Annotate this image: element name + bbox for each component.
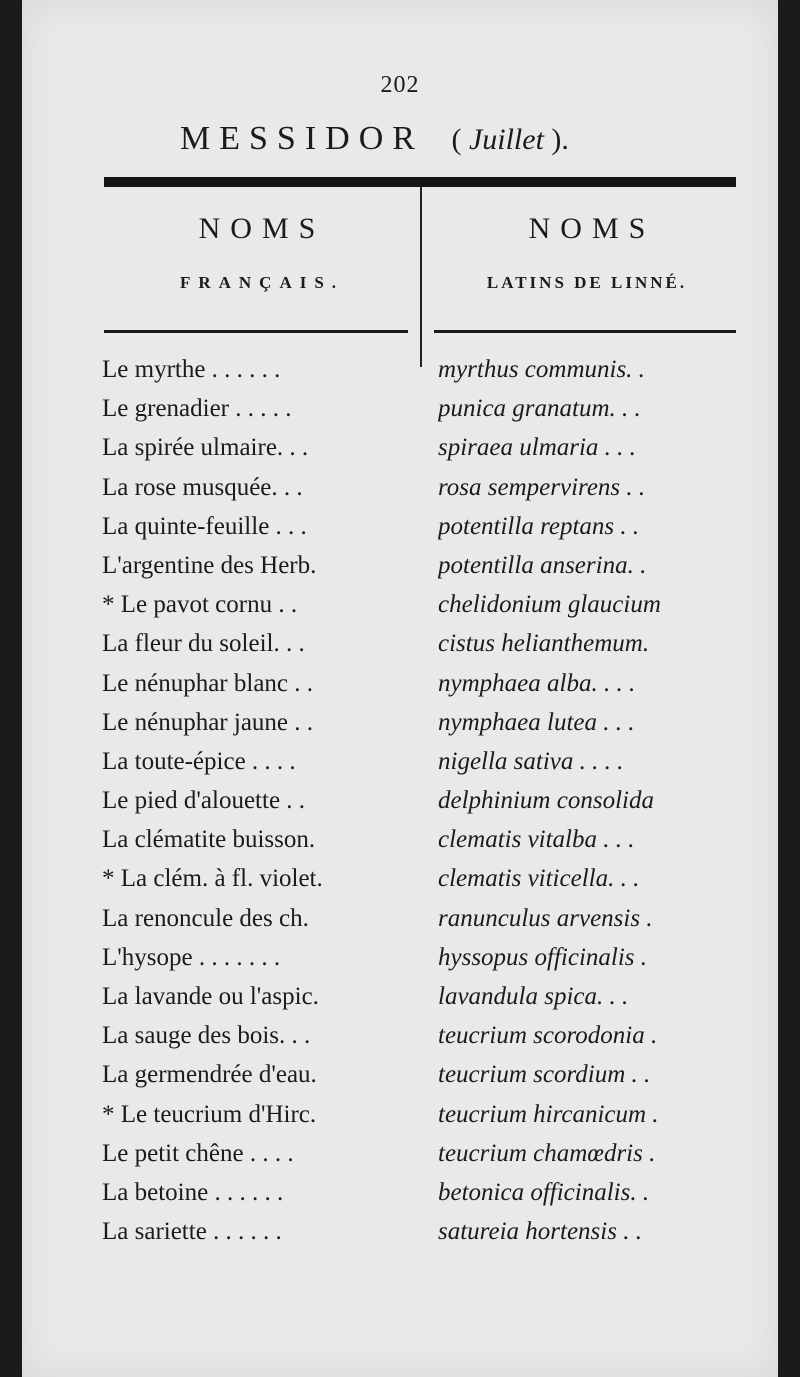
list-item	[22, 1134, 778, 1173]
french-name: La rose musquée. . .	[102, 473, 303, 501]
latin-name: nymphaea lutea . . .	[438, 708, 635, 736]
list-item	[22, 507, 778, 546]
list-item	[22, 977, 778, 1016]
french-name: La germendrée d'eau.	[102, 1061, 317, 1089]
latin-name: lavandula spica. . .	[438, 983, 629, 1010]
list-item	[22, 1095, 778, 1134]
french-name: La spirée ulmaire. . .	[102, 434, 309, 462]
right-column-heading: NOMS	[528, 212, 656, 245]
list-item	[22, 899, 778, 938]
french-name: La lavande ou l'aspic.	[102, 983, 319, 1010]
list-item	[22, 350, 778, 389]
french-name: La clématite buisson.	[102, 826, 316, 854]
latin-name: nigella sativa . . . .	[438, 747, 624, 775]
list-item	[22, 781, 778, 820]
left-column-subheading: FRANÇAIS.	[179, 273, 345, 292]
right-column-subheading: LATINS DE LINNÉ.	[486, 273, 688, 292]
latin-name: myrthus communis. .	[438, 356, 645, 383]
list-item	[22, 389, 778, 428]
french-name: La sauge des bois. . .	[102, 1022, 311, 1050]
latin-name: ranunculus arvensis .	[438, 904, 653, 932]
list-item	[22, 1016, 778, 1055]
french-name: * Le pavot cornu . .	[102, 591, 298, 619]
list-item	[22, 938, 778, 977]
latin-name: teucrium scorodonia .	[438, 1022, 658, 1050]
french-name: Le petit chêne . . . .	[102, 1139, 294, 1167]
latin-name: punica granatum. . .	[438, 395, 641, 423]
french-name: Le grenadier . . . . .	[102, 395, 292, 423]
list-item	[22, 585, 778, 624]
french-name: Le nénuphar blanc . .	[102, 669, 314, 697]
latin-name: teucrium scordium . .	[438, 1061, 651, 1089]
french-name: * La clém. à fl. violet.	[102, 865, 323, 893]
latin-name: spiraea ulmaria . . .	[438, 434, 636, 462]
latin-name: clematis vitalba . . .	[438, 826, 635, 854]
french-name: Le pied d'alouette . .	[102, 787, 306, 815]
french-name: L'argentine des Herb.	[102, 551, 317, 579]
list-item	[22, 859, 778, 898]
gregorian-month: ( Juillet ).	[451, 123, 569, 156]
latin-name: betonica officinalis. .	[438, 1178, 650, 1206]
french-name: * Le teucrium d'Hirc.	[102, 1100, 317, 1128]
latin-name: chelidonium glaucium	[438, 591, 661, 619]
book-page	[22, 0, 778, 1377]
page-title	[180, 120, 700, 158]
list-item	[22, 428, 778, 467]
list-item	[22, 468, 778, 507]
latin-name: potentilla anserina. .	[438, 551, 647, 579]
list-item	[22, 1212, 778, 1251]
latin-name: teucrium hircanicum .	[438, 1100, 659, 1128]
french-name: La renoncule des ch.	[102, 904, 309, 932]
french-name: Le myrthe . . . . . .	[102, 356, 281, 383]
french-name: La toute-épice . . . .	[102, 747, 296, 775]
list-item	[22, 546, 778, 585]
latin-name: teucrium chamœdris .	[438, 1139, 656, 1167]
french-name: La fleur du soleil. . .	[102, 630, 305, 658]
plant-list	[22, 350, 778, 1251]
page-number: 202	[380, 72, 420, 98]
left-column-heading: NOMS	[198, 212, 326, 245]
french-name: L'hysope . . . . . . .	[102, 943, 281, 971]
list-item	[22, 820, 778, 859]
month-name: MESSIDOR	[180, 120, 424, 157]
latin-name: satureia hortensis . .	[438, 1218, 642, 1246]
list-item	[22, 664, 778, 703]
right-column-rule	[434, 330, 736, 333]
list-item	[22, 624, 778, 663]
left-column-rule	[104, 330, 408, 333]
latin-name: rosa sempervirens . .	[438, 473, 646, 501]
latin-name: clematis viticella. . .	[438, 865, 640, 893]
latin-name: delphinium consolida	[438, 787, 654, 815]
list-item	[22, 703, 778, 742]
french-name: La betoine . . . . . .	[102, 1178, 284, 1206]
french-name: La sariette . . . . . .	[102, 1218, 282, 1246]
latin-name: nymphaea alba. . . .	[438, 669, 636, 697]
latin-name: hyssopus officinalis .	[438, 943, 648, 971]
latin-name: potentilla reptans . .	[438, 512, 640, 540]
list-item	[22, 742, 778, 781]
latin-name: cistus helianthemum.	[438, 630, 650, 658]
header-rule	[104, 177, 736, 187]
list-item	[22, 1055, 778, 1094]
list-item	[22, 1173, 778, 1212]
french-name: Le nénuphar jaune . .	[102, 708, 314, 736]
french-name: La quinte-feuille . . .	[102, 512, 307, 540]
